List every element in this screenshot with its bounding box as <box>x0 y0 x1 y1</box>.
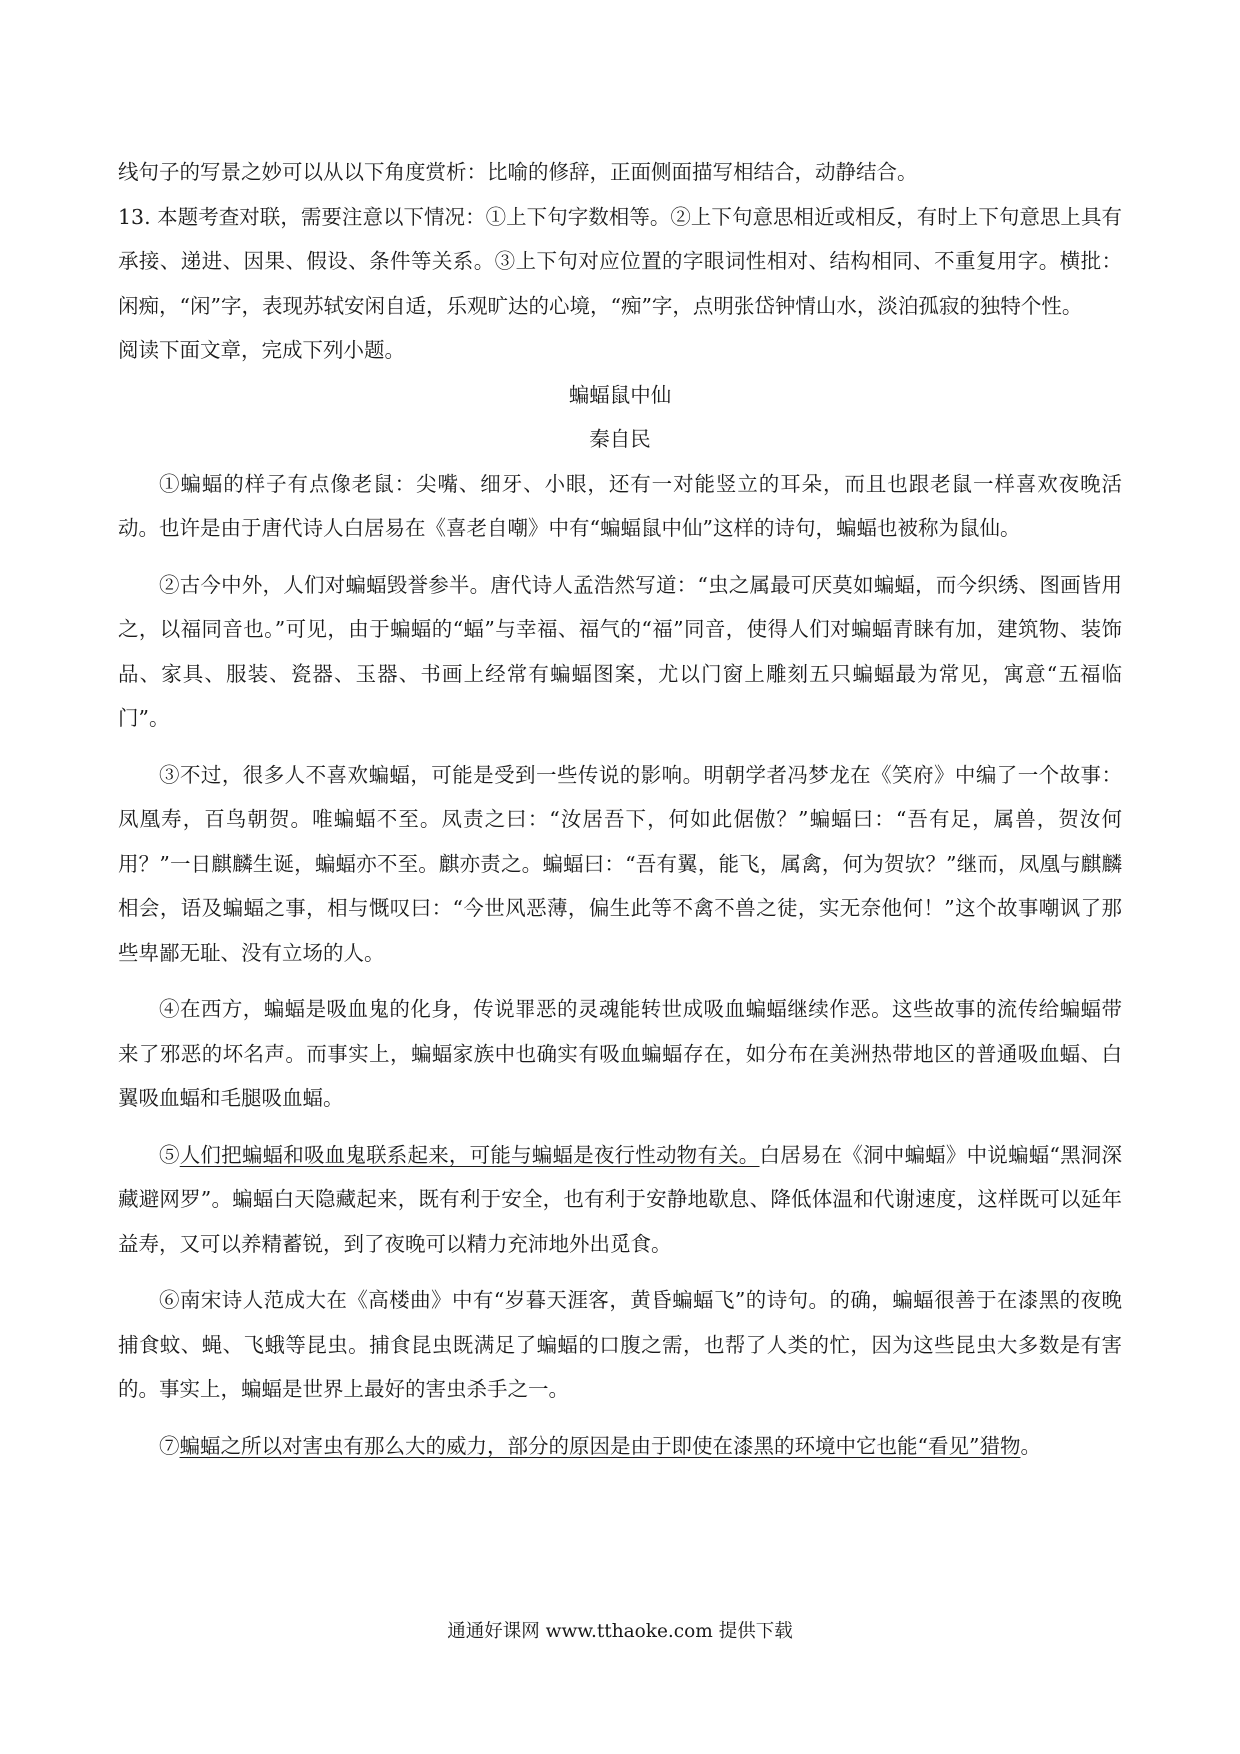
article-paragraph-6: ⑥南宋诗人范成大在《高楼曲》中有“岁暮天涯客，黄昏蝙蝠飞”的诗句。的确，蝙蝠很善于在漆黑的夜晚捕食蚊、蝇、飞蛾等昆虫。捕食昆虫既满足了蝙蝠的口腹之需，也帮了人类的忙，因为这些昆虫大多数是有害的。事实上，蝙蝠是世界上最好的害虫杀手之一。 <box>118 1288 1122 1401</box>
paragraph-5-number: ⑤ <box>159 1142 180 1167</box>
paragraph-5-underlined-sentence: 人们把蝙蝠和吸血鬼联系起来，可能与蝙蝠是夜行性动物有关。 <box>179 1142 760 1167</box>
article-paragraph-7 <box>118 1424 1122 1469</box>
article-title: 蝙蝠鼠中仙 <box>568 382 672 407</box>
article-paragraph-1: ①蝙蝠的样子有点像老鼠：尖嘴、细牙、小眼，还有一对能竖立的耳朵，而且也跟老鼠一样喜欢夜晚活动。也许是由于唐代诗人白居易在《喜老自嘲》中有“蝙蝠鼠中仙”这样的诗句，蝙蝠也被称为鼠仙。 <box>118 471 1122 540</box>
intro-analysis-end: 线句子的写景之妙可以从以下角度赏析：比喻的修辞，正面侧面描写相结合，动静结合。 <box>118 160 918 184</box>
article-paragraph-4: ④在西方，蝙蝠是吸血鬼的化身，传说罪恶的灵魂能转世成吸血蝙蝠继续作恶。这些故事的流传给蝙蝠带来了邪恶的坏名声。而事实上，蝙蝠家族中也确实有吸血蝙蝠存在，如分布在美洲热带地区的普通吸血蝠、白翼吸血蝠和毛腿吸血蝠。 <box>118 997 1122 1110</box>
paragraph-5-rest: 白居易在《洞中蝙蝠》中说蝙蝠“黑洞深藏避网罗”。蝙蝠白天隐藏起来，既有利于安全，也有利于安静地歇息、降低体温和代谢速度，这样既可以延年益寿，又可以养精蓄锐，到了夜晚可以精力充沛地外出觅食。 <box>118 1142 1123 1256</box>
document-body <box>118 150 1122 1468</box>
article-paragraph-2: ②古今中外，人们对蝙蝠毁誉参半。唐代诗人孟浩然写道：“虫之属最可厌莫如蝙蝠，而今织绣、图画皆用之，以福同音也。”可见，由于蝙蝠的“蝠”与幸福、福气的“福”同音，使得人们对蝙蝠青睐有加，建筑物、装饰品、家具、服装、瓷器、玉器、书画上经常有蝙蝠图案，尤以门窗上雕刻五只蝙蝠最为常见，寓意“五福临门”。 <box>118 572 1122 730</box>
reading-instruction: 阅读下面文章，完成下列小题。 <box>118 338 405 362</box>
question-13-explanation: 13. 本题考查对联，需要注意以下情况：①上下句字数相等。②上下句意思相近或相反，有时上下句意思上具有承接、递进、因果、假设、条件等关系。③上下句对应位置的字眼词性相对、结构相同、不重复用字。横批：闲痴，“闲”字，表现苏轼安闲自适，乐观旷达的心境，“痴”字，点明张岱钟情山水，淡泊孤寂的独特个性。 <box>118 204 1122 318</box>
paragraph-7-underlined-sentence: 蝙蝠之所以对害虫有那么大的威力，部分的原因是由于即使在漆黑的环境中它也能“看见”猎物 <box>179 1433 1021 1458</box>
paragraph-7-rest: 。 <box>1020 1433 1041 1458</box>
article-author: 秦自民 <box>589 427 651 451</box>
article-paragraph-3: ③不过，很多人不喜欢蝙蝠，可能是受到一些传说的影响。明朝学者冯梦龙在《笑府》中编了一个故事：凤凰寿，百鸟朝贺。唯蝙蝠不至。凤责之曰：“汝居吾下，何如此倨傲？”蝙蝠曰：“吾有足，属兽，贺汝何用？”一日麒麟生诞，蝙蝠亦不至。麒亦责之。蝙蝠曰：“吾有翼，能飞，属禽，何为贺欤？”继而，凤凰与麒麟相会，语及蝙蝠之事，相与慨叹曰：“今世风恶薄，偏生此等不禽不兽之徒，实无奈他何！”这个故事嘲讽了那些卑鄙无耻、没有立场的人。 <box>118 762 1122 965</box>
paragraph-7-number: ⑦ <box>159 1433 180 1458</box>
article-paragraph-5 <box>118 1133 1122 1267</box>
page-footer: 通通好课网 www.tthaoke.com 提供下载 <box>447 1621 793 1642</box>
